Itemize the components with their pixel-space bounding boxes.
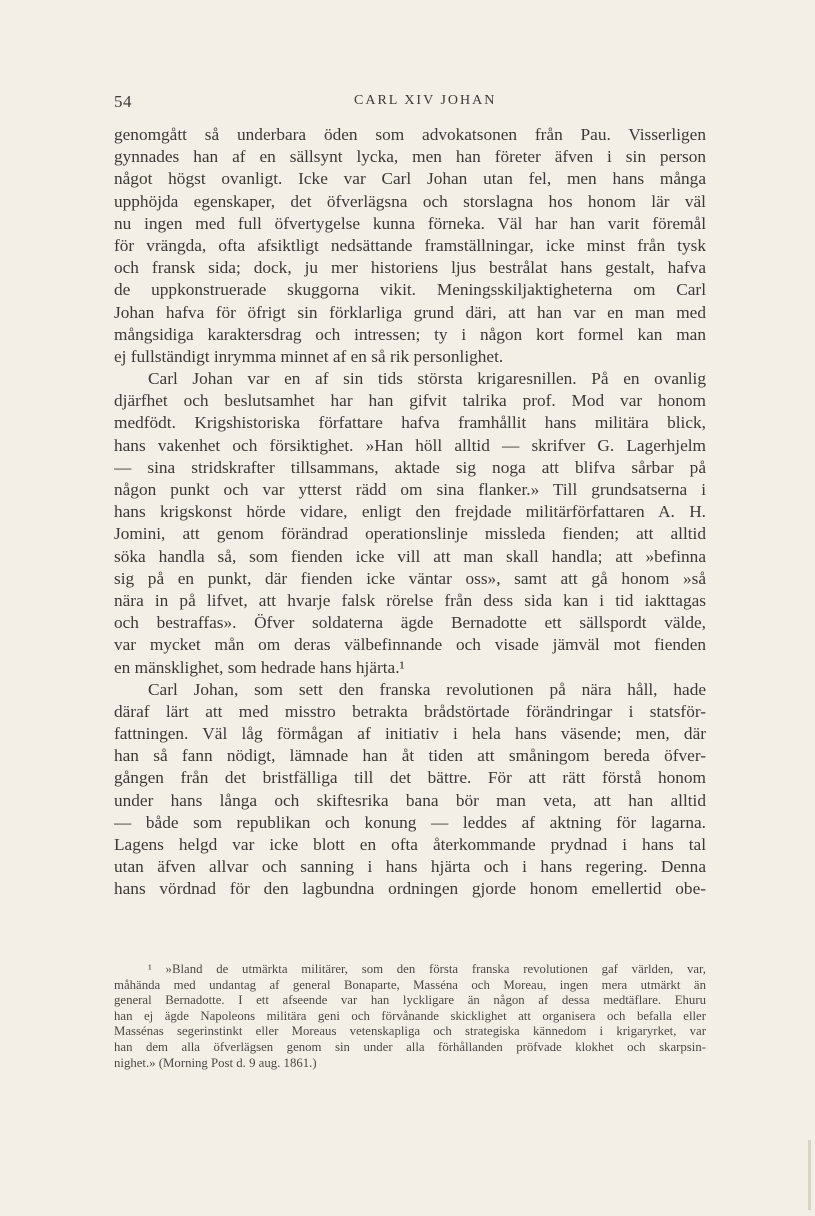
text-line: sig på en punkt, där fienden icke väntar oss», samt att gå honom »så	[114, 568, 706, 588]
text-line: mångsidiga karaktersdrag och intressen; ty i någon kort formel kan man	[114, 324, 706, 344]
text-line: de uppkonstruerade skuggorna vikit. Meningsskiljaktigheterna om Carl	[114, 280, 706, 300]
text-line: — sina stridskrafter tillsammans, aktade sig noga att blifva sårbar på	[114, 457, 706, 477]
text-line: medfödt. Krigshistoriska författare hafva framhållit hans militära blick,	[114, 413, 706, 433]
text-line: något högst ovanligt. Icke var Carl Johan utan fel, men hans många	[114, 169, 706, 189]
text-line: under hans långa och skiftesrika bana bör man veta, att han alltid	[114, 790, 706, 810]
text-line: utan äfven allvar och sanning i hans hjärta och i hans regering. Denna	[114, 857, 706, 877]
footnote-line: han ej ägde Napoleons militära geni och förvånande skicklighet att organisera och befalla eller	[114, 1008, 706, 1023]
footnote-line: han dem alla öfverlägsen genom sin under alla förhållanden pröfvade klokhet och skarpsin-	[114, 1039, 706, 1054]
text-line: hans krigskonst hörde vidare, enligt den frejdade militärförfattaren A. H.	[114, 502, 706, 522]
text-line: däraf lärt att med misstro betrakta brådstörtade förändringar i statsför-	[114, 701, 706, 721]
text-line: och fransk sida; dock, ju mer historiens ljus bestrålat hans gestalt, hafva	[114, 258, 706, 278]
text-line: nu ingen med full öfvertygelse kunna förneka. Väl har han varit föremål	[114, 213, 706, 233]
text-line: hans vakenhet och försiktighet. »Han höll alltid — skrifver G. Lagerhjelm	[114, 435, 706, 455]
footnote-line: general Bernadotte. I ett afseende var han lyckligare än någon af dessa medtäflare. Ehuru	[114, 993, 706, 1008]
text-line: gynnades han af en sällsynt lycka, men han företer äfven i sin person	[114, 147, 706, 167]
text-line: och bestraffas». Öfver soldaterna ägde Bernadotte ett sällspordt välde,	[114, 613, 706, 633]
text-line: fattningen. Väl låg förmågan af initiativ i hela hans väsende; men, där	[114, 724, 706, 744]
page-number: 54	[114, 92, 132, 111]
text-line: Johan hafva för öfrigt sin förklarliga grund däri, att han var en man med	[114, 302, 706, 322]
text-line: någon punkt och var ytterst rädd om sina flanker.» Till grundsatserna i	[114, 480, 706, 499]
text-line: Jomini, att genom förändrad operationslinje missleda fienden; att alltid	[114, 524, 706, 544]
text-line: ej fullständigt inrymma minnet af en så rik personlighet.	[114, 346, 504, 366]
text-line: en mänsklighet, som hedrade hans hjärta.¹	[114, 657, 405, 677]
page-header	[114, 92, 706, 116]
text-line: — både som republikan och konung — leddes af aktning för lagarna.	[114, 812, 706, 832]
text-line: djärfhet och beslutsamhet har han gifvit talrika prof. Mod var honom	[114, 391, 706, 411]
text-line: för vrängda, ofta afsiktligt nedsättande framställningar, icke minst från tysk	[114, 235, 706, 255]
text-line: nära in på lifvet, att hvarje falsk rörelse från dess sida kan i tid iakttagas	[114, 590, 706, 610]
text-line: gången från det bristfälliga till det bättre. För att rätt förstå honom	[114, 768, 706, 788]
footnote	[114, 962, 706, 1071]
running-head: CARL XIV JOHAN	[354, 93, 497, 108]
footnote-line: Massénas segerinstinkt eller Moreaus vetenskapliga och strategiska kännedom i krigaryrket, var	[114, 1024, 706, 1039]
text-line: var mycket mån om deras välbefinnande och visade jämväl mot fienden	[114, 635, 706, 655]
body-text	[114, 124, 706, 901]
text-line: Carl Johan var en af sin tids största krigaresnillen. På en ovanlig	[148, 369, 706, 389]
footnote-line: måhända med undantag af general Bonaparte, Masséna och Moreau, ingen mera utmärkt än	[114, 977, 706, 992]
text-line: Lagens helgd var icke blott en ofta återkommande prydnad i hans tal	[114, 835, 706, 854]
text-line: genomgått så underbara öden som advokatsonen från Pau. Visserligen	[114, 125, 706, 144]
page-edge-mark	[808, 1140, 811, 1210]
text-line: hans vördnad för den lagbundna ordningen gjorde honom emellertid obe-	[114, 879, 706, 899]
text-line: upphöjda egenskaper, det öfverlägsna och storslagna hos honom lär väl	[114, 191, 706, 211]
footnote-line: ¹ »Bland de utmärkta militärer, som den första franska revolutionen gaf världen, var,	[148, 962, 706, 976]
text-line: Carl Johan, som sett den franska revolutionen på nära håll, hade	[148, 679, 706, 699]
text-line: söka handla så, som fienden icke vill att man skall handla; att »befinna	[114, 546, 706, 566]
footnote-line: nighet.» (Morning Post d. 9 aug. 1861.)	[114, 1055, 317, 1070]
text-line: han så fann nödigt, lämnade han åt tiden att småningom bereda öfver-	[114, 746, 706, 766]
